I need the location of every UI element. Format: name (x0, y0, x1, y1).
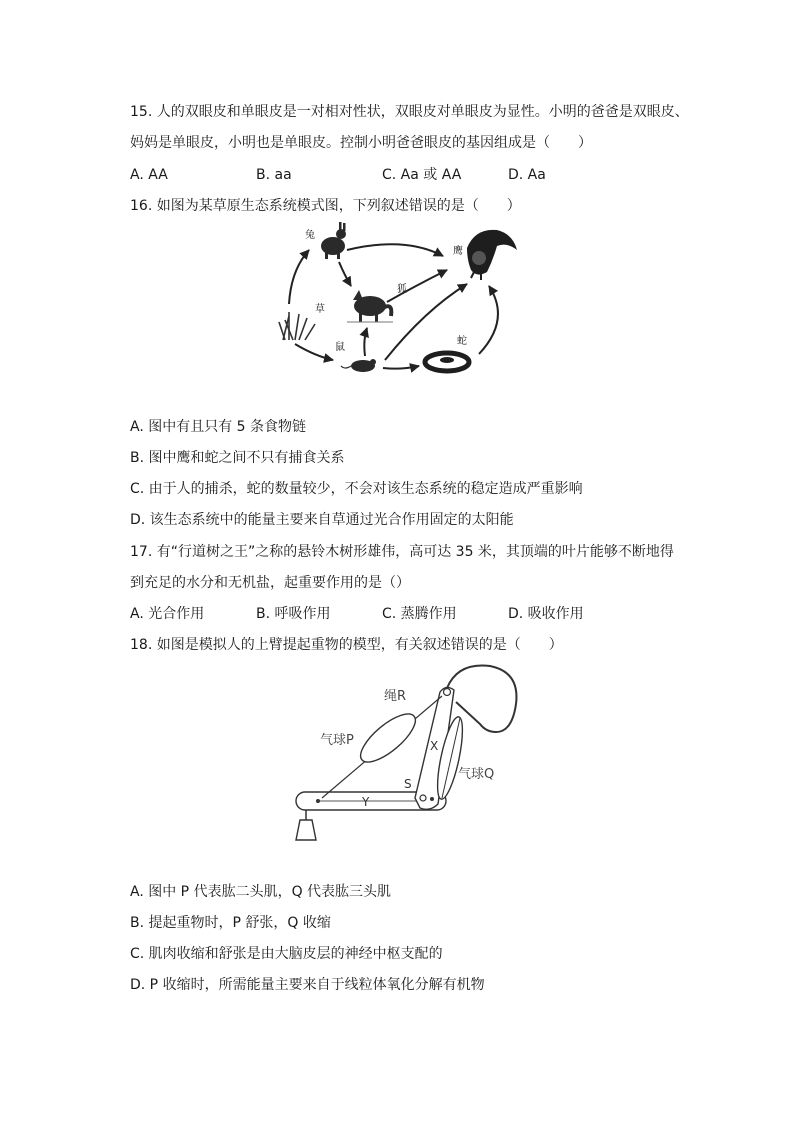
q15-option-c: C. Aa 或 AA (382, 167, 462, 183)
mouse-icon (341, 359, 376, 372)
label-fox: 狐 (397, 284, 407, 295)
label-rope-r: 绳R (384, 689, 407, 704)
q16-option-c: C. 由于人的捕杀，蛇的数量较少，不会对该生态系统的稳定造成严重影响 (130, 481, 583, 497)
grass-icon (279, 312, 315, 340)
q15-option-a: A. AA (130, 167, 168, 183)
food-web-diagram (275, 220, 525, 380)
q18-stem: 18. 如图是模拟人的上臂提起重物的模型，有关叙述错误的是（ ） (130, 637, 563, 653)
q18-option-d: D. P 收缩时，所需能量主要来自于线粒体氧化分解有机物 (130, 977, 485, 993)
label-rabbit: 兔 (305, 230, 315, 241)
label-hawk: 鹰 (453, 246, 463, 257)
q16-option-d: D. 该生态系统中的能量主要来自草通过光合作用固定的太阳能 (130, 512, 514, 528)
q15-option-b: B. aa (256, 167, 292, 183)
fox-icon (347, 290, 393, 322)
label-x: X (430, 739, 439, 753)
q18-option-b: B. 提起重物时，P 舒张，Q 收缩 (130, 915, 331, 931)
q17-option-b: B. 呼吸作用 (256, 606, 331, 622)
label-s: S (404, 777, 412, 791)
q17-option-c: C. 蒸腾作用 (382, 606, 457, 622)
label-mouse: 鼠 (335, 342, 345, 353)
q17-option-a: A. 光合作用 (130, 606, 205, 622)
balloon-p (354, 706, 423, 770)
q15-option-d: D. Aa (508, 167, 546, 183)
q17-stem-line2: 到充足的水分和无机盐，起重要作用的是（） (130, 575, 410, 591)
label-grass: 草 (315, 304, 325, 315)
q16-option-b: B. 图中鹰和蛇之间不只有捕食关系 (130, 450, 345, 466)
label-snake: 蛇 (457, 336, 467, 347)
q17-option-d: D. 吸收作用 (508, 606, 584, 622)
hawk-icon (467, 230, 517, 280)
q18-option-a: A. 图中 P 代表肱二头肌，Q 代表肱三头肌 (130, 884, 392, 900)
q17-stem-line1: 17. 有“行道树之王”之称的悬铃木树形雄伟，高可达 35 米，其顶端的叶片能够不断地得 (130, 544, 674, 560)
q16-option-a: A. 图中有且只有 5 条食物链 (130, 419, 307, 435)
snake-icon (425, 353, 469, 371)
label-balloon-q: 气球Q (458, 767, 495, 782)
label-y: Y (362, 795, 370, 809)
q15-stem-line2: 妈妈是单眼皮，小明也是单眼皮。控制小明爸爸眼皮的基因组成是（ ） (130, 135, 592, 151)
rabbit-icon (321, 222, 346, 259)
label-balloon-p: 气球P (320, 733, 354, 748)
q15-stem-line1: 15. 人的双眼皮和单眼皮是一对相对性状，双眼皮对单眼皮为显性。小明的爸爸是双眼皮、 (130, 104, 689, 120)
arm-model-diagram (290, 658, 530, 858)
q16-stem: 16. 如图为某草原生态系统模式图，下列叙述错误的是（ ） (130, 198, 521, 214)
q18-option-c: C. 肌肉收缩和舒张是由大脑皮层的神经中枢支配的 (130, 946, 443, 962)
weight-icon (296, 810, 316, 840)
